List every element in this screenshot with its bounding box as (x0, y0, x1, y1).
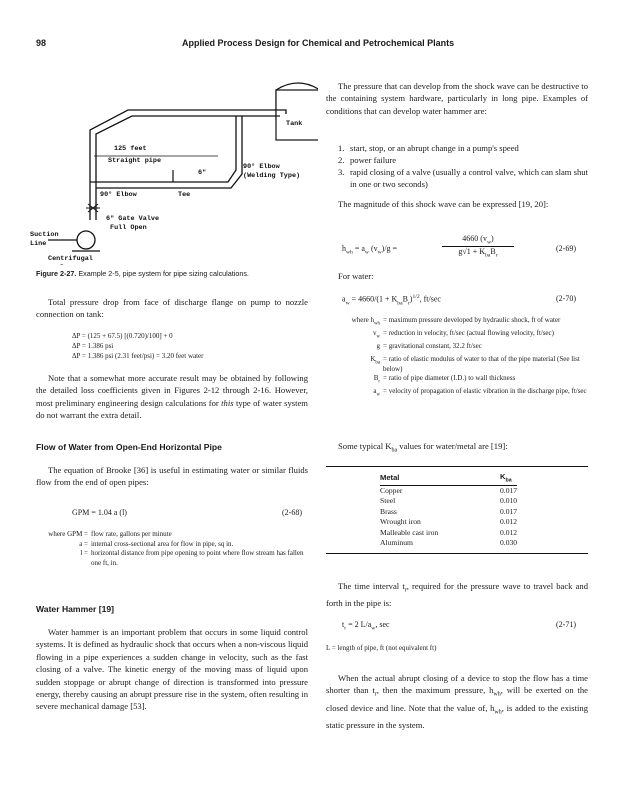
calc-line: ΔP = 1.386 psi (2.31 feet/psi) = 3.20 feet water (72, 351, 204, 360)
eq-text: = 2 L/a (348, 620, 372, 629)
cell-kba: 0.012 (500, 527, 518, 537)
figure-caption-label: Figure 2-27. (36, 269, 77, 278)
definition-text: = ratio of pipe diameter (I.D.) to wall thickness (383, 374, 516, 383)
eq-text: a (342, 294, 346, 304)
pressure-drop-calc (72, 332, 312, 361)
pipe-system-figure (28, 70, 318, 265)
def-sym-sub: wh (374, 321, 380, 327)
eq-text: , ft/sec (419, 294, 441, 304)
definition-text: horizontal distance from pipe opening to point where flow stream has fallen one ft, in. (91, 549, 304, 567)
definition-symbol (322, 316, 383, 329)
definition-row (322, 342, 588, 355)
right-paragraph-4 (326, 580, 588, 610)
eq-sub: ba (485, 252, 491, 259)
right-paragraph-5 (326, 672, 588, 731)
list-text: start, stop, or an abrupt change in a pump's speed (350, 143, 519, 153)
straight-pipe-label: Straight pipe (108, 157, 162, 165)
col-header-text: K (500, 472, 506, 481)
kba-table (380, 471, 517, 549)
eq-sub: w (486, 239, 492, 246)
gate-valve-icon (86, 204, 100, 212)
right-paragraph-2: The magnitude of this shock wave can be expressed [19, 20]: (338, 199, 549, 209)
equation-2-71 (342, 620, 390, 632)
equation-2-69 (342, 234, 532, 268)
table-header-row (380, 471, 517, 485)
para-text: , then the maximum pressure, h (376, 685, 494, 696)
calc-line: ΔP = (125 + 67.5) [(0.720)/100] + 0 (72, 332, 173, 340)
column-header-kba (500, 471, 517, 485)
eq-sub: w (364, 249, 369, 256)
cell-kba: 0.012 (500, 517, 518, 527)
def-sym-text: v (372, 328, 377, 337)
table-row (380, 496, 517, 507)
eq-sub: w (345, 300, 350, 307)
definition-symbol: l = (80, 549, 88, 558)
list-number: 2. (338, 155, 345, 165)
def-sym-sub: w (376, 392, 380, 398)
cell-metal: Brass (380, 506, 397, 516)
definition-text: = velocity of propagation of elastic vibration in the discharge pipe, ft/sec (383, 387, 587, 396)
def-sym-text: g (376, 341, 380, 350)
eq-text: = a (354, 244, 365, 253)
equation-lhs (342, 244, 397, 256)
suction-label-2: Line (30, 240, 47, 248)
def-sym-text: where h (351, 316, 375, 324)
gate-valve-label-1: 6" Gate Valve (106, 215, 160, 223)
left-paragraph-3: The equation of Brooke [36] is useful in estimating water or similar fluids flow from the end of open pipes: (36, 465, 308, 488)
eq-text: B (490, 247, 496, 256)
pump-icon (77, 231, 95, 249)
eq-sub: ba (397, 300, 403, 307)
left-paragraph-2 (36, 372, 308, 422)
section-heading-water-hammer: Water Hammer [19] (36, 604, 115, 614)
eq-text: ) (491, 234, 494, 243)
definition-row (322, 355, 588, 374)
definition-text: = reduction in velocity, ft/sec (actual flowing velocity, ft/sec) (383, 328, 554, 337)
eq-sub: r (495, 252, 498, 259)
list-text: power failure (350, 155, 397, 165)
right-paragraph-1: The pressure that can develop from the shock wave can be destructive to the containing system hardware, particularly in long pipe. Examples of conditions that can develop water hammer are: (326, 81, 588, 116)
list-number: 3. (338, 167, 345, 177)
pipe-size-label: 6" (198, 169, 207, 177)
para-text: The time interval t (338, 581, 405, 591)
para-text: Some typical K (338, 441, 392, 451)
equation-2-71-definition: L = length of pipe, ft (not equivalent ft) (326, 644, 437, 652)
def-sym-text: B (373, 374, 379, 383)
eq-text: (v (370, 244, 378, 253)
column-header-metal: Metal (380, 473, 400, 483)
para-sub: wh (493, 692, 501, 699)
para-text: , is added to the existing static pressure in the system. (326, 702, 588, 730)
kba-table-wrapper (326, 466, 588, 554)
cell-metal: Copper (380, 485, 403, 495)
eq-text: t (342, 620, 345, 629)
table-row (380, 517, 517, 528)
eq-sub: r (407, 300, 410, 307)
eq-text: h (342, 244, 346, 253)
pump-label-1: Centrifugal (48, 255, 93, 263)
para-sub: r (404, 587, 407, 594)
gate-valve-label-2: Full Open (110, 224, 147, 232)
left-paragraph-1: Total pressure drop from face of discharge flange on pump to nozzle connection on tank: (36, 297, 308, 320)
list-item (338, 142, 588, 154)
equation-2-68: GPM = 1.04 a (l) (72, 508, 127, 517)
eq-sup: 1/2 (412, 294, 420, 300)
para-text: values for water/metal are [19]: (397, 441, 508, 451)
equation-2-70 (342, 294, 441, 306)
welded-elbow-label-2: (Welding Type) (243, 172, 301, 180)
list-item (338, 166, 588, 190)
definition-row (30, 540, 312, 550)
page-number: 98 (36, 38, 47, 48)
cell-kba: 0.017 (500, 506, 518, 516)
para-text: When the actual abrupt closing of a device to stop the flow has a time shorter than t (326, 673, 588, 696)
list-text: rapid closing of a valve (usually a control valve, which can slam shut in one or two seconds) (350, 167, 588, 189)
cell-kba: 0.030 (500, 538, 518, 548)
definition-text: = maximum pressure developed by hydraulic shock, ft of water (383, 316, 561, 324)
calc-line: ΔP = 1.386 psi (72, 341, 114, 350)
equation-2-70-number: (2-70) (556, 294, 576, 303)
para-emphasis: this (221, 397, 234, 408)
eq-sub: r (344, 625, 347, 632)
definition-row (30, 549, 312, 568)
elbow-label: 90° Elbow (100, 191, 137, 199)
figure-caption (36, 269, 316, 278)
tank-body (276, 90, 318, 140)
length-label: 125 feet (114, 145, 147, 153)
equation-numerator (442, 234, 514, 247)
equation-2-68-number: (2-68) (282, 508, 302, 517)
para-text: , will be exerted on the closed device and line. Note that the value of, h (326, 685, 588, 713)
eq-sub: w (371, 625, 376, 632)
welded-elbow-label-1: 90° Elbow (243, 163, 280, 171)
definition-text: = ratio of elastic modulus of water to that of the pipe material (See list below) (383, 354, 580, 373)
para-sub: ba (391, 447, 398, 454)
eq-text: )/g = (381, 244, 398, 253)
para-text: , required for the pressure wave to travel back and forth in the pipe is: (326, 581, 589, 609)
list-number: 1. (338, 143, 345, 153)
def-sym-sub: ba (375, 360, 380, 366)
def-sym-text: a (373, 387, 377, 396)
para-sub: r (374, 692, 377, 699)
right-paragraph-3 (326, 440, 588, 457)
eq-sub: wh (346, 249, 353, 256)
definition-text: internal cross-sectional area for flow in pipe, sq in. (91, 539, 234, 548)
figure-caption-text: Example 2-5, pipe system for pipe sizing calculations. (78, 269, 249, 278)
water-hammer-conditions-list (338, 142, 588, 190)
def-sym-sub: w (376, 334, 380, 340)
table-row (380, 485, 517, 496)
suction-label-1: Suction (30, 231, 59, 239)
eq-text: g√1 + K (458, 247, 486, 256)
definition-symbol (322, 329, 383, 342)
cell-metal: Malleable cast iron (380, 527, 439, 537)
def-sym-text: K (370, 354, 376, 363)
definition-symbol (322, 387, 383, 400)
equation-2-68-definitions (30, 530, 312, 568)
definition-symbol (322, 342, 383, 355)
tee-label: Tee (178, 191, 191, 199)
tank-label: Tank (286, 120, 303, 128)
definition-text: flow rate, gallons per minute (91, 530, 172, 538)
definition-row (322, 316, 588, 329)
def-sym-sub: r (378, 379, 380, 385)
col-header-sub: ba (505, 477, 512, 484)
definition-symbol (322, 355, 383, 374)
cell-kba: 0.010 (500, 496, 518, 506)
equation-2-69-number: (2-69) (556, 244, 576, 253)
list-item (338, 154, 588, 166)
eq-text: , sec (375, 620, 390, 629)
left-paragraph-4: Water hammer is an important problem that occurs in some liquid control systems. It is defined as hydraulic shock that occurs when a non-viscous liquid flowing in a pipe experiences a sudden change in velocity, such as the fast closing of a valve. The kinetic energy of the moving mass of liquid upon sudden stoppage or abrupt change of direction is transformed into pressure energy, thereby causing an abrupt pressure rise in the system, often resulting in severe mechanical damage [53]. (36, 627, 308, 712)
definition-symbol (322, 374, 383, 387)
definition-row (322, 374, 588, 387)
equation-2-71-number: (2-71) (556, 620, 576, 629)
cell-metal: Wrought iron (380, 517, 421, 527)
definition-symbol: a = (79, 539, 88, 548)
section-heading-open-end-pipe: Flow of Water from Open-End Horizontal Pipe (36, 442, 222, 452)
table-row (380, 538, 517, 549)
table-row (380, 507, 517, 518)
equation-2-69-definitions (322, 316, 588, 400)
definition-text: = gravitational constant, 32.2 ft/sec (383, 341, 482, 350)
table-row (380, 528, 517, 539)
cell-metal: Steel (380, 496, 396, 506)
para-text: type of water system do not warrant the extra detail. (36, 397, 308, 421)
running-header: Applied Process Design for Chemical and Petrochemical Plants (182, 38, 455, 48)
definition-row (322, 329, 588, 342)
eq-text: B (402, 294, 408, 304)
cell-metal: Aluminum (380, 538, 413, 548)
definition-symbol: where GPM = (48, 530, 88, 538)
para-sub: wh (494, 709, 502, 716)
definition-row (30, 530, 312, 540)
eq-text: ) (409, 294, 413, 304)
for-water-label: For water: (338, 271, 374, 281)
eq-text: 4660 (v (462, 234, 487, 243)
equation-denominator (442, 247, 514, 259)
para-text: Note that a somewhat more accurate result may be obtained by following the detailed loss coefficients given in Figures 2-12 through 2-16. However, most preliminary engineering design calculations for (36, 373, 308, 408)
definition-row (322, 387, 588, 400)
eq-text: = 4660/(1 + K (351, 294, 398, 304)
cell-kba: 0.017 (500, 485, 518, 495)
eq-sub: w (377, 249, 382, 256)
pump-label-2 (60, 264, 76, 265)
